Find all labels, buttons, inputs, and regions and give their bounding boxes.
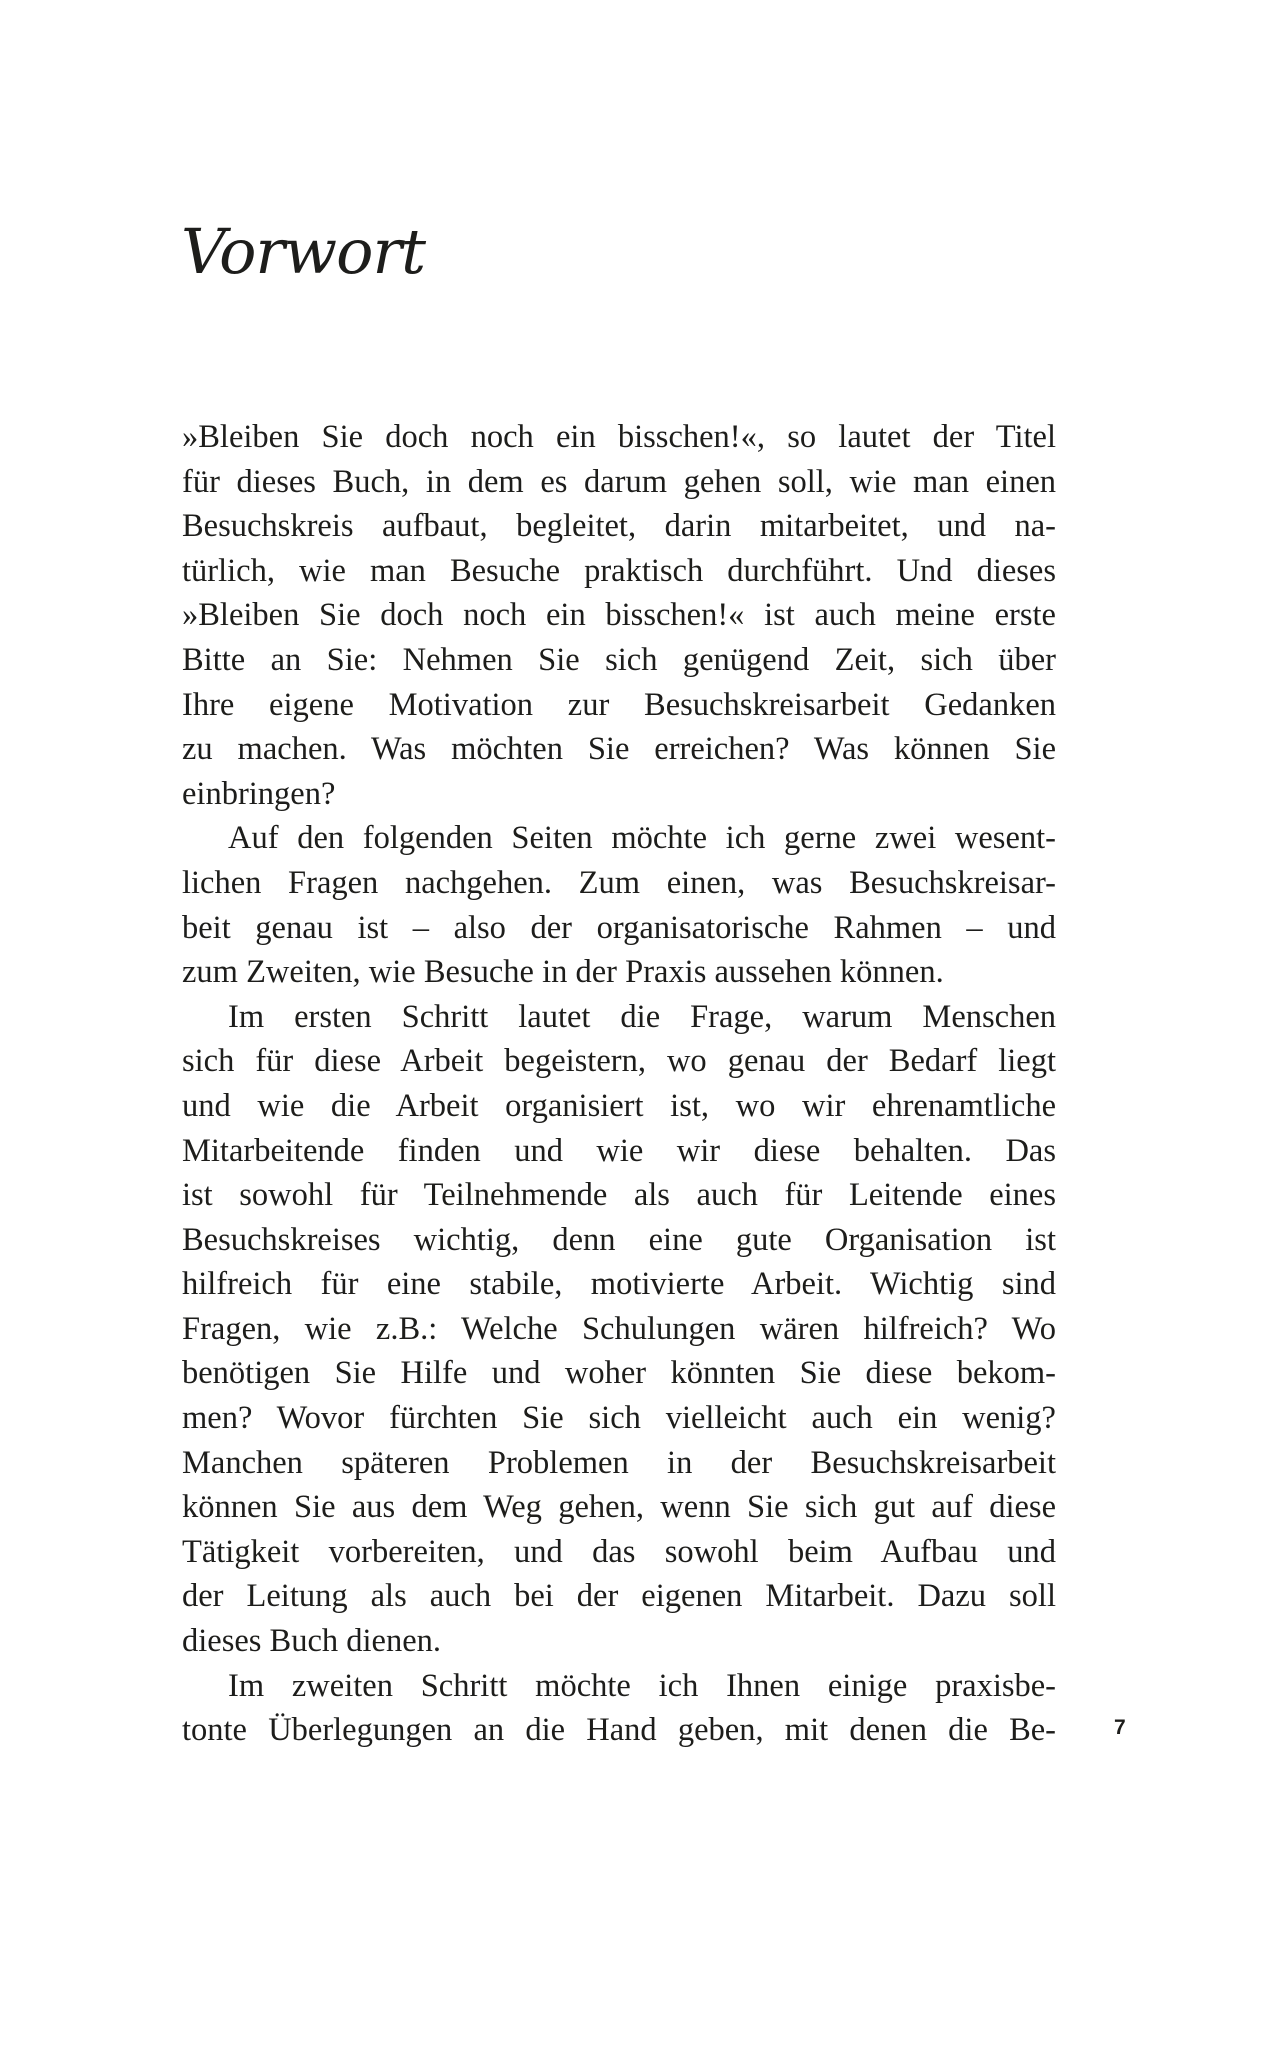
text-line: tonte Überlegungen an die Hand geben, mit denen die Be- (182, 1712, 1056, 1749)
text-line: können Sie aus dem Weg gehen, wenn Sie sich gut auf diese (182, 1489, 1056, 1526)
text-line: Auf den folgenden Seiten möchte ich gerne zwei wesent- (228, 820, 1056, 857)
text-line: Tätigkeit vorbereiten, und das sowohl beim Aufbau und (182, 1533, 1056, 1570)
text-line: hilfreich für eine stabile, motivierte Arbeit. Wichtig sind (182, 1266, 1056, 1303)
text-line: Fragen, wie z.B.: Welche Schulungen wären hilfreich? Wo (182, 1310, 1056, 1347)
text-line: Im zweiten Schritt möchte ich Ihnen einige praxisbe- (228, 1667, 1056, 1704)
text-line: lichen Fragen nachgehen. Zum einen, was Besuchskreisar- (182, 864, 1056, 901)
text-line: Besuchskreises wichtig, denn eine gute Organisation ist (182, 1221, 1056, 1258)
text-line: »Bleiben Sie doch noch ein bisschen!«, so lautet der Titel (182, 419, 1056, 455)
text-line: men? Wovor fürchten Sie sich vielleicht auch ein wenig? (182, 1400, 1056, 1437)
text-line: dieses Buch dienen. (182, 1623, 442, 1660)
page-number: 7 (1114, 1716, 1126, 1739)
chapter-title: Vorwort (181, 215, 425, 288)
text-line: zu machen. Was möchten Sie erreichen? Was können Sie (182, 731, 1056, 768)
text-line: beit genau ist – also der organisatorische Rahmen – und (182, 909, 1056, 946)
text-line: Bitte an Sie: Nehmen Sie sich genügend Zeit, sich über (182, 641, 1056, 678)
text-line: türlich, wie man Besuche praktisch durchführt. Und dieses (182, 552, 1056, 589)
text-line: und wie die Arbeit organisiert ist, wo wir ehrenamtliche (182, 1087, 1056, 1124)
text-line: der Leitung als auch bei der eigenen Mitarbeit. Dazu soll (182, 1578, 1056, 1615)
text-line: Besuchskreis aufbaut, begleitet, darin mitarbeitet, und na- (182, 508, 1056, 545)
text-line: benötigen Sie Hilfe und woher könnten Sie diese bekom- (182, 1355, 1056, 1392)
text-line: zum Zweiten, wie Besuche in der Praxis aussehen können. (182, 954, 944, 991)
text-line: Im ersten Schritt lautet die Frage, warum Menschen (228, 998, 1056, 1035)
text-line: Manchen späteren Problemen in der Besuchskreisarbeit (182, 1444, 1056, 1481)
body-text (182, 415, 1056, 1753)
text-line: »Bleiben Sie doch noch ein bisschen!« ist auch meine erste (182, 597, 1056, 634)
text-line: sich für diese Arbeit begeistern, wo genau der Bedarf liegt (182, 1043, 1056, 1080)
text-line: Mitarbeitende finden und wie wir diese behalten. Das (182, 1132, 1056, 1169)
text-line: einbringen? (182, 775, 336, 812)
text-line: ist sowohl für Teilnehmende als auch für Leitende eines (182, 1177, 1056, 1214)
text-line: für dieses Buch, in dem es darum gehen soll, wie man einen (182, 463, 1056, 500)
text-line: Ihre eigene Motivation zur Besuchskreisarbeit Gedanken (182, 686, 1056, 723)
